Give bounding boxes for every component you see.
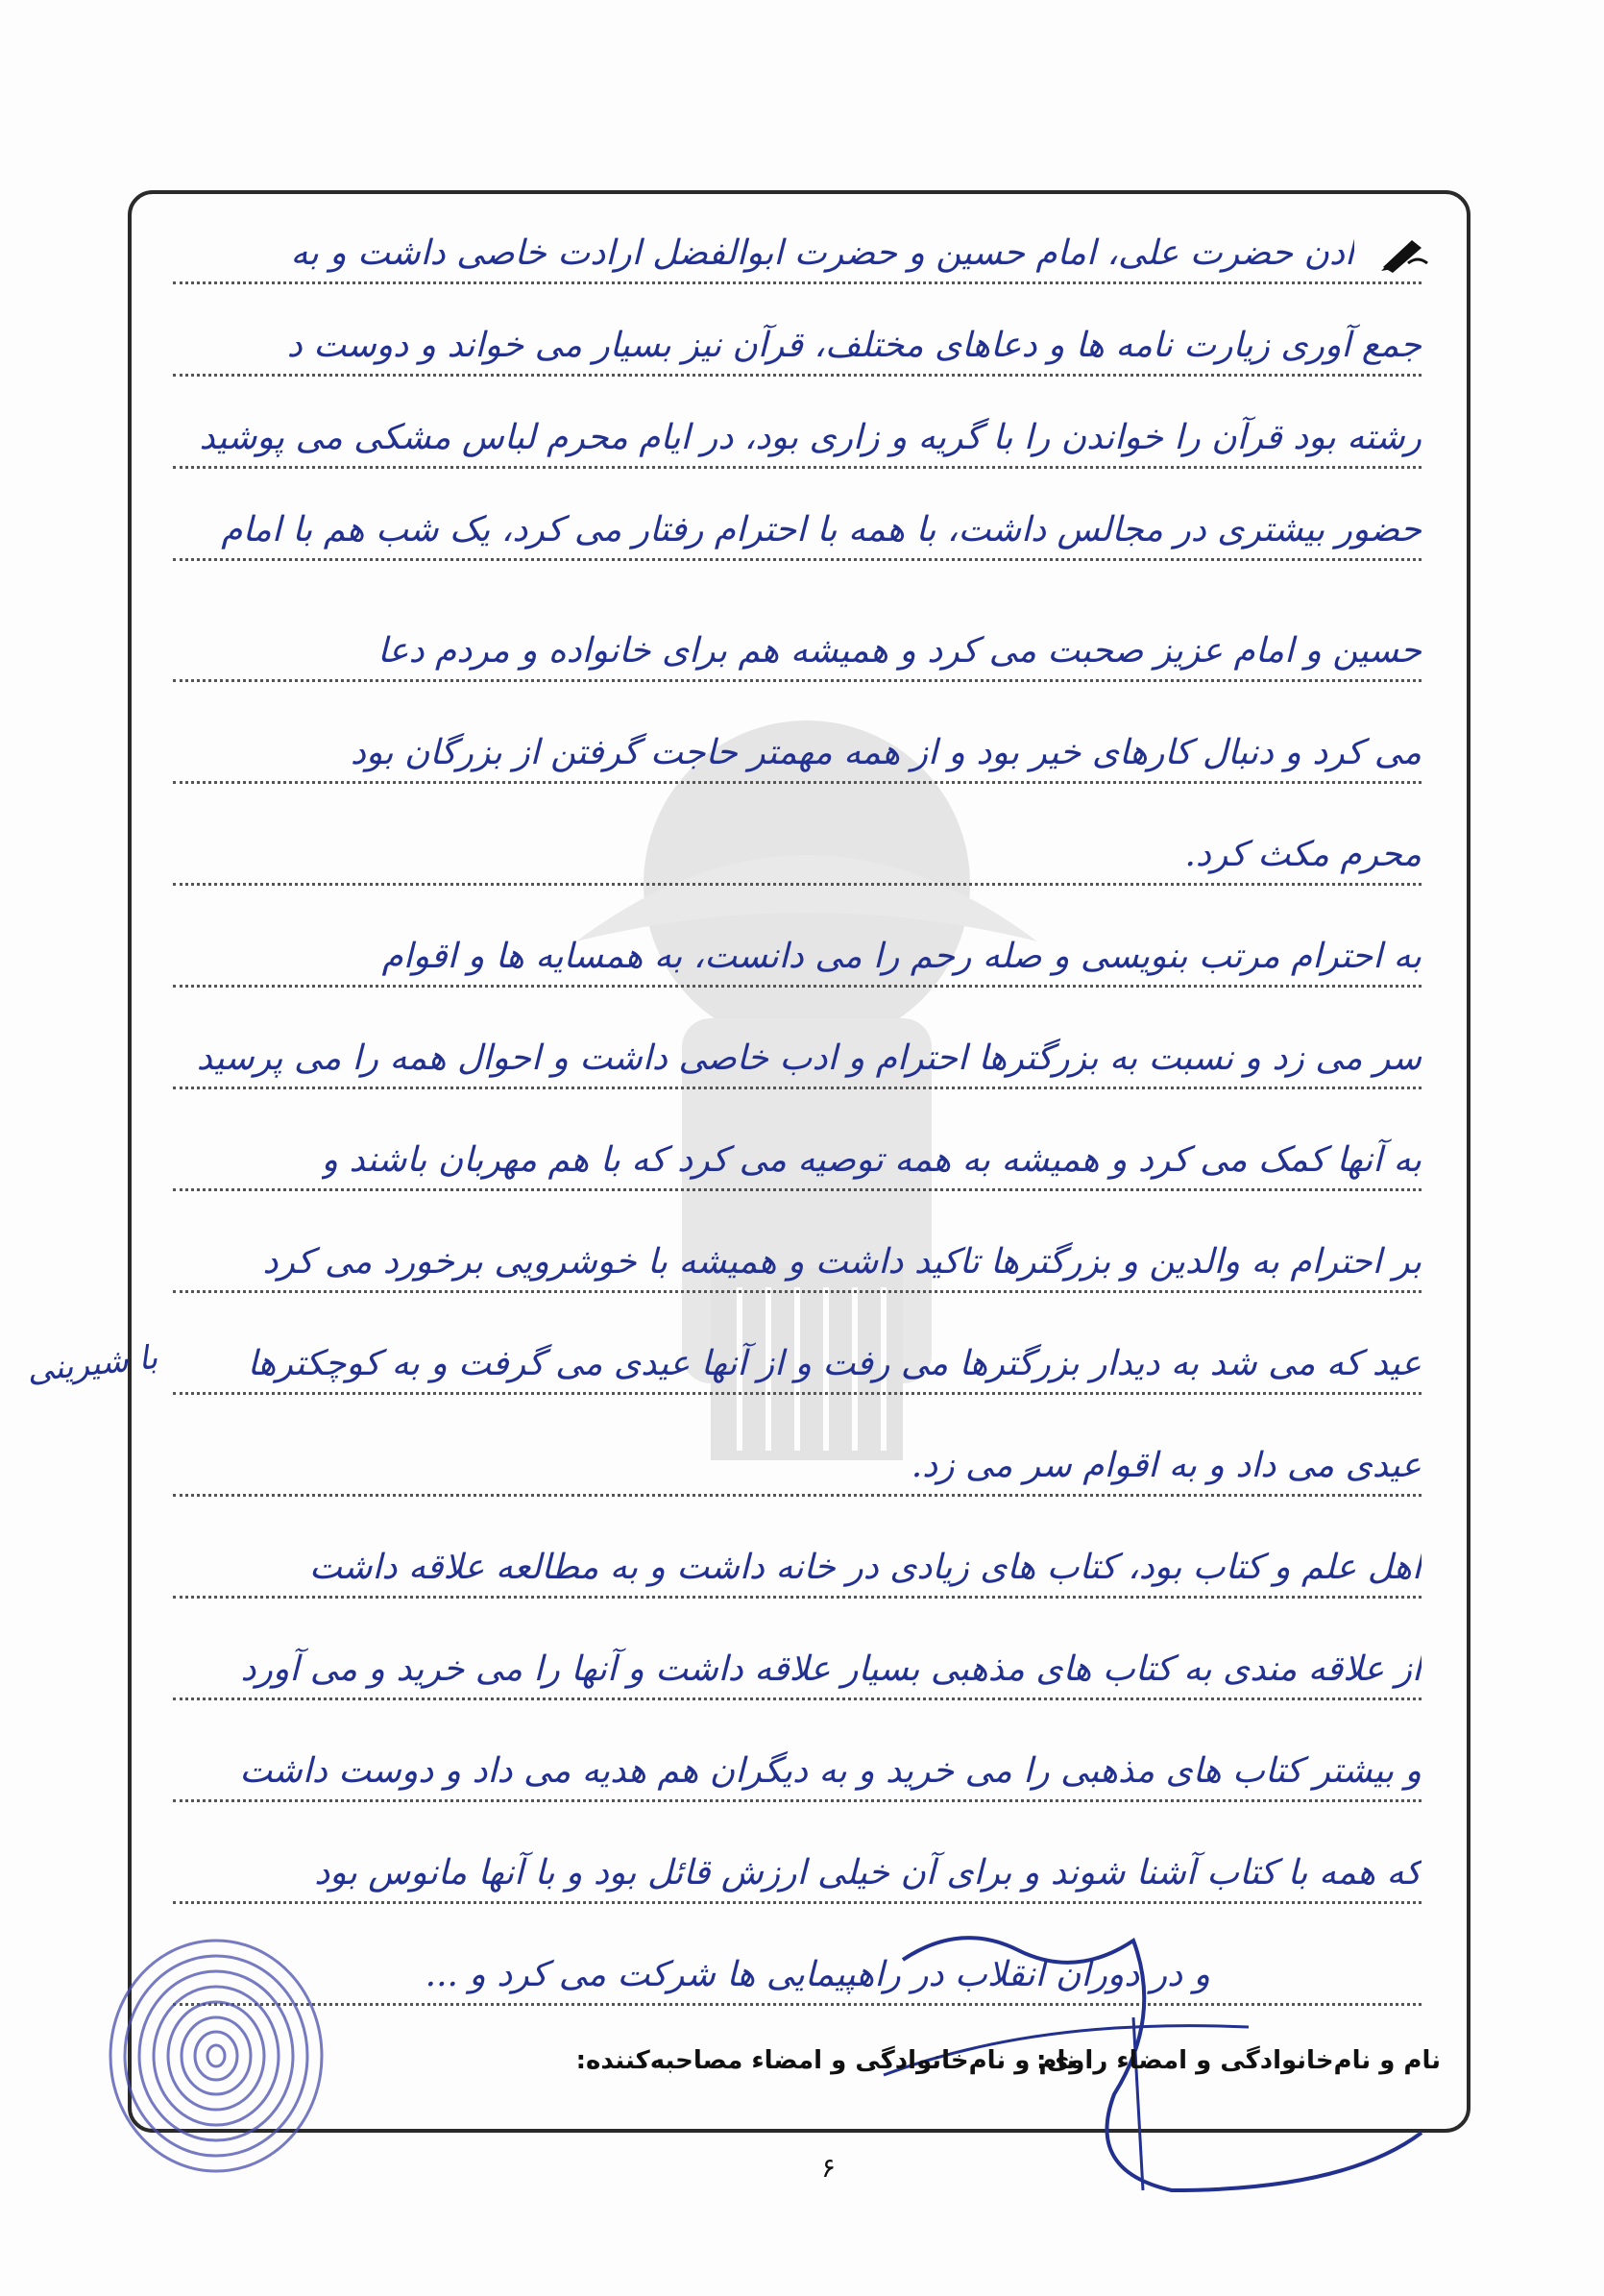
text-line	[173, 997, 1422, 1089]
handwritten-text: جمع آوری زیارت نامه ها و دعاهای مختلف، قرآن نیز بسیار می خواند و دوست د	[286, 326, 1422, 365]
text-line	[173, 377, 1422, 469]
text-line	[173, 1710, 1422, 1802]
text-line	[173, 284, 1422, 377]
text-line	[173, 1303, 1422, 1395]
dotted-rule	[173, 781, 1422, 784]
handwritten-text: عید که می شد به دیدار بزرگترها می رفت و از آنها عیدی می گرفت و به کوچکترها	[247, 1344, 1422, 1383]
handwritten-text: ادن حضرت علی، امام حسین و حضرت ابوالفضل ارادت خاصی داشت و به	[290, 233, 1354, 273]
handwritten-text: حسین و امام عزیز صحبت می کرد و همیشه هم برای خانواده و مردم دعا	[377, 631, 1422, 671]
text-line	[173, 1608, 1422, 1700]
dotted-rule	[173, 1698, 1422, 1700]
dotted-rule	[173, 1596, 1422, 1599]
text-line	[173, 192, 1422, 284]
dotted-rule	[173, 1188, 1422, 1191]
text-line	[173, 895, 1422, 988]
dotted-rule	[173, 558, 1422, 561]
text-line	[173, 794, 1422, 886]
handwritten-text: از علاقه مندی به کتاب های مذهبی بسیار علاقه داشت و آنها را می خرید و می آورد	[240, 1649, 1422, 1689]
dotted-rule	[173, 679, 1422, 682]
fingerprint-stamp	[96, 1931, 336, 2181]
text-line	[173, 1099, 1422, 1191]
handwritten-text: به احترام مرتب بنویسی و صله رحم را می دانست، به همسایه ها و اقوام	[381, 937, 1422, 976]
interviewer-signature-label: نام و نام‌خانوادگی و امضاء مصاحبه‌کننده:	[575, 2046, 1076, 2075]
text-line	[173, 1812, 1422, 1904]
dotted-rule	[173, 1290, 1422, 1293]
dotted-rule	[173, 1799, 1422, 1802]
narrator-signature-label: نام و نام‌خانوادگی و امضاء راوی:	[1036, 2046, 1441, 2075]
dotted-rule	[173, 1494, 1422, 1497]
handwritten-text: رشته بود قرآن را خواندن را با گریه و زاری بود، در ایام محرم لباس مشکی می پوشید	[199, 418, 1422, 457]
dotted-rule	[173, 1087, 1422, 1089]
text-line	[173, 692, 1422, 784]
handwritten-text: عیدی می داد و به اقوام سر می زد.	[911, 1446, 1422, 1485]
handwritten-text: بر احترام به والدین و بزرگترها تاکید داشت و همیشه با خوشرویی برخورد می کرد	[262, 1242, 1422, 1282]
handwritten-text: سر می زد و نسبت به بزرگترها احترام و ادب خاصی داشت و احوال همه را می پرسید	[196, 1038, 1422, 1078]
dotted-rule	[173, 985, 1422, 988]
margin-note: با شیرینی	[25, 1337, 159, 1391]
text-line	[173, 1201, 1422, 1293]
text-line	[173, 590, 1422, 682]
handwritten-text: اهل علم و کتاب بود، کتاب های زیادی در خانه داشت و به مطالعه علاقه داشت	[309, 1548, 1422, 1587]
handwritten-text: به آنها کمک می کرد و همیشه به همه توصیه می کرد که با هم مهربان باشند و	[321, 1140, 1422, 1180]
handwritten-text: و در دوران انقلاب در راهپیمایی ها شرکت می کرد و ...	[425, 1955, 1210, 1994]
handwritten-text: و بیشتر کتاب های مذهبی را می خرید و به دیگران هم هدیه می داد و دوست داشت	[239, 1751, 1422, 1791]
handwritten-text: می کرد و دنبال کارهای خیر بود و از همه مهمتر حاجت گرفتن از بزرگان بود	[350, 733, 1422, 772]
page-number: ۶	[821, 2152, 837, 2184]
text-line	[173, 1506, 1422, 1599]
text-line	[173, 1404, 1422, 1497]
dotted-rule	[173, 1392, 1422, 1395]
handwritten-text: که همه با کتاب آشنا شوند و برای آن خیلی ارزش قائل بود و با آنها مانوس بود	[314, 1853, 1422, 1893]
text-line	[173, 469, 1422, 561]
handwritten-text: حضور بیشتری در مجالس داشت، با همه با احترام رفتار می کرد، یک شب هم با امام	[221, 510, 1422, 550]
dotted-rule	[173, 883, 1422, 886]
handwritten-text: محرم مکث کرد.	[1184, 835, 1422, 874]
